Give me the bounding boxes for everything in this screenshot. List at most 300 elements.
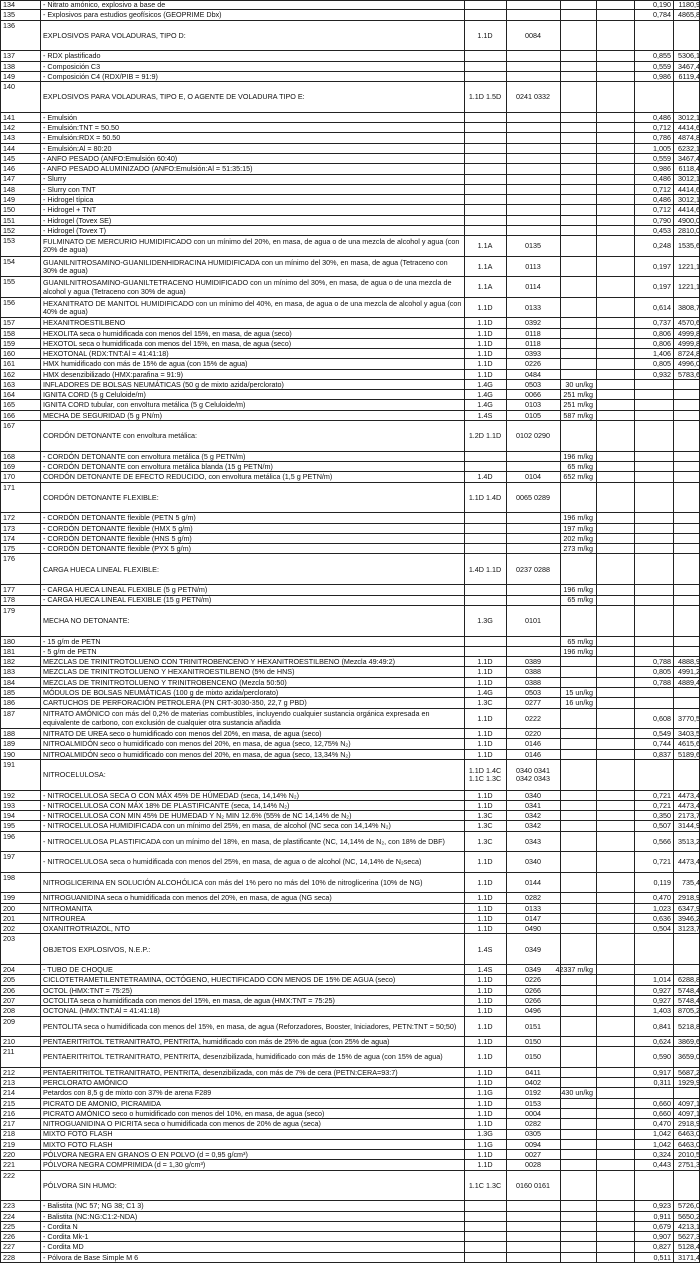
row-energy	[673, 596, 700, 606]
row-energy: 3659,0	[678, 1052, 700, 1062]
row-description: GUANILNITROSAMINO-GUANILTETRACENO HUMIDIFICADO con un mínimo del 30%, en masa, de agua o de una mezcla de alcohol y agua (Tetraceno con 30% de agua)	[43, 278, 452, 296]
row-number: 150	[3, 205, 15, 215]
row-factor	[596, 421, 673, 452]
row-factor: 0,784	[653, 10, 671, 20]
row-description: - Slurry con TNT	[43, 184, 96, 194]
row-description: HEXOTONAL (RDX:TNT:Al = 41:41:18)	[43, 349, 169, 359]
row-number: 175	[3, 544, 15, 554]
row-description: - Balistita (NC 57; NG 38; C1 3)	[43, 1201, 144, 1211]
row-quantity	[560, 1242, 596, 1252]
row-un-number: 0282	[525, 893, 541, 903]
row-un-number: 0342	[525, 811, 541, 821]
row-description: CORDÓN DETONANTE con envoltura metálica:	[43, 431, 198, 441]
row-quantity: 430 un/kg	[561, 1088, 593, 1098]
row-factor: 0,855	[653, 51, 671, 61]
row-factor	[596, 21, 673, 52]
row-un-number	[506, 462, 560, 472]
row-quantity	[560, 1047, 596, 1068]
row-un-number: 0341	[525, 800, 541, 810]
row-factor: 0,788	[653, 677, 671, 687]
row-energy: 3123,7	[678, 924, 700, 934]
row-factor: 0,721	[653, 790, 671, 800]
row-energy	[673, 483, 700, 514]
row-quantity: 42337 m/kg	[555, 965, 593, 975]
row-number: 174	[3, 533, 15, 543]
row-quantity	[560, 1253, 596, 1263]
row-factor: 0,507	[653, 821, 671, 831]
row-number: 163	[3, 379, 15, 389]
row-description: CORDÓN DETONANTE FLEXIBLE:	[43, 492, 159, 502]
row-factor	[596, 390, 673, 400]
row-division: 1.3C	[477, 821, 493, 831]
row-quantity: 196 m/kg	[563, 646, 593, 656]
row-factor: 0,590	[653, 1052, 671, 1062]
row-un-number: 0411	[525, 1067, 541, 1077]
row-description: - Balistita (NC:NG:C1:2-NDA)	[43, 1211, 138, 1221]
row-number: 215	[3, 1098, 15, 1108]
row-division: 1.3C	[477, 836, 493, 846]
row-un-number: 0150	[525, 1052, 541, 1062]
row-division: 1.4D	[477, 472, 493, 482]
row-division: 1.1A	[477, 282, 493, 292]
row-quantity	[560, 349, 596, 359]
row-division	[464, 637, 506, 647]
row-un-number: 0118	[525, 338, 541, 348]
row-energy	[673, 462, 700, 472]
row-quantity	[560, 893, 596, 903]
row-description: - Emulsión	[43, 112, 77, 122]
row-energy: 3403,5	[678, 729, 700, 738]
row-un-number	[506, 637, 560, 647]
row-energy	[673, 760, 700, 791]
row-un-number	[506, 226, 560, 236]
row-factor: 1,406	[653, 349, 671, 359]
row-energy	[673, 411, 700, 421]
row-number: 177	[3, 585, 15, 595]
row-un-number	[506, 0, 560, 10]
row-number: 137	[3, 51, 15, 61]
row-quantity	[560, 1222, 596, 1232]
row-division: 1.4G	[477, 687, 493, 697]
row-description: CARTUCHOS DE PERFORACIÓN PETROLERA (PN CRT-3030-350, 22,7 g PBD)	[43, 698, 307, 708]
row-energy	[673, 544, 700, 554]
row-division	[464, 133, 506, 143]
row-number: 145	[3, 154, 15, 163]
row-factor: 0,806	[653, 338, 671, 348]
row-quantity: 196 m/kg	[563, 513, 593, 523]
row-number: 201	[3, 913, 15, 923]
row-factor	[596, 544, 673, 554]
row-division	[464, 195, 506, 205]
row-quantity: 251 m/kg	[563, 400, 593, 410]
row-description: - Nitrato amónico, explosivo a base de	[43, 0, 166, 9]
row-quantity	[560, 329, 596, 339]
row-factor: 0,350	[653, 811, 671, 821]
row-factor: 0,470	[653, 893, 671, 903]
row-un-number: 0102 0290	[516, 431, 550, 441]
row-un-number: 0113	[525, 261, 541, 271]
row-quantity	[560, 1160, 596, 1170]
row-description: NITRATO AMÓNICO con más del 0,2% de materias combustibles, incluyendo cualquier sustancia orgánica expresada en equivalente de carbono, con exclusión de cualquier otra sustancia añadida	[43, 709, 430, 727]
row-un-number: 0105	[525, 410, 541, 420]
row-description: - Explosivos para estudios geofísicos (GEOPRIME Dbx)	[43, 10, 222, 20]
row-division	[464, 72, 506, 82]
row-factor: 0,566	[653, 836, 671, 846]
row-division	[464, 62, 506, 72]
row-factor: 0,805	[653, 667, 671, 677]
row-quantity: 196 m/kg	[563, 451, 593, 461]
row-number: 167	[3, 421, 15, 430]
row-division: 1.1D	[477, 1098, 493, 1108]
row-energy: 5748,4	[678, 985, 700, 995]
row-division: 1.1A	[477, 241, 493, 251]
row-un-number: 0114	[525, 282, 541, 292]
row-factor: 0,712	[653, 184, 671, 194]
row-description: - CORDÓN DETONANTE flexible (HNS 5 g/m)	[43, 533, 192, 543]
row-description: HEXANITRATO DE MANITOL HUMIDIFICADO con un mínimo del 40%, en masa, de agua o de una mezcla de alcohol y agua (con 40% de agua)	[43, 298, 462, 317]
row-factor: 0,927	[653, 996, 671, 1005]
row-factor	[596, 483, 673, 514]
row-number: 223	[3, 1201, 15, 1211]
row-factor: 0,917	[653, 1067, 671, 1077]
row-quantity	[560, 924, 596, 934]
row-energy: 4999,8	[678, 338, 700, 348]
row-energy	[673, 606, 700, 637]
row-factor: 0,504	[653, 924, 671, 934]
row-factor	[596, 934, 673, 965]
row-division: 1.1D	[477, 1160, 493, 1170]
row-quantity	[560, 72, 596, 82]
row-energy: 3012,1	[678, 195, 700, 205]
row-quantity	[560, 667, 596, 677]
row-energy: 5306,1	[678, 51, 700, 61]
row-un-number	[506, 10, 560, 20]
row-energy: 4888,9	[678, 657, 700, 667]
row-factor: 0,324	[653, 1150, 671, 1159]
row-number: 135	[3, 10, 15, 20]
row-quantity	[560, 0, 596, 10]
row-description: - CORDÓN DETONANTE flexible (HMX 5 g/m)	[43, 523, 193, 533]
row-division: 1.2D 1.1D	[468, 431, 502, 441]
row-factor	[596, 524, 673, 534]
row-number: 190	[3, 749, 15, 759]
row-number: 184	[3, 677, 15, 687]
row-energy	[673, 698, 700, 708]
row-energy: 6463,0	[678, 1129, 700, 1139]
row-energy: 6288,8	[678, 975, 700, 985]
row-number: 160	[3, 349, 15, 359]
row-division: 1.1D	[477, 800, 493, 810]
row-description: MÓDULOS DE BOLSAS NEUMÁTICAS (100 g de mixto azida/perclorato)	[43, 687, 279, 697]
row-number: 186	[3, 698, 15, 708]
row-number: 214	[3, 1088, 15, 1098]
row-number: 149	[3, 195, 15, 205]
row-un-number	[506, 72, 560, 82]
row-quantity	[560, 709, 596, 730]
row-description: PÓLVORA NEGRA COMPRIMIDA (d = 1,30 g/cm³)	[43, 1160, 206, 1170]
row-factor	[596, 462, 673, 472]
row-number: 134	[3, 0, 15, 9]
row-energy: 3012,1	[678, 112, 700, 122]
row-quantity: 273 m/kg	[563, 544, 593, 554]
row-quantity	[560, 1130, 596, 1140]
row-energy	[673, 647, 700, 657]
row-description: - NITROCELULOSA seca o humidificada con menos del 25%, en masa, de agua o de alcohol (NC, 14,14% de N₂seca)	[43, 857, 422, 867]
row-number: 194	[3, 811, 15, 821]
row-factor: 0,986	[653, 164, 671, 174]
row-factor: 0,788	[653, 657, 671, 667]
row-division: 1.1D	[477, 1108, 493, 1118]
row-quantity	[560, 1201, 596, 1211]
row-number: 180	[3, 636, 15, 646]
row-description: - TUBO DE CHOQUE	[43, 965, 113, 975]
row-division: 1.3G	[477, 1129, 493, 1139]
row-un-number: 0160 0161	[516, 1180, 550, 1190]
row-number: 159	[3, 338, 15, 348]
row-quantity	[560, 934, 596, 965]
row-factor: 0,923	[653, 1201, 671, 1211]
row-description: HMX desenzibilizado (HMX:parafina = 91:9)	[43, 369, 184, 379]
row-factor	[596, 400, 673, 410]
row-energy: 6347,9	[678, 903, 700, 913]
row-un-number	[506, 544, 560, 554]
row-number: 148	[3, 184, 15, 194]
row-energy	[673, 934, 700, 965]
row-division: 1.3C	[477, 698, 493, 708]
row-factor: 0,786	[653, 133, 671, 143]
row-division	[464, 216, 506, 226]
row-energy: 4473,4	[678, 857, 700, 867]
row-description: - Emulsión:RDX = 50.50	[43, 133, 121, 143]
row-number: 179	[3, 605, 15, 615]
row-un-number	[506, 1212, 560, 1222]
row-division: 1.3C	[477, 811, 493, 821]
row-energy: 1535,6	[678, 241, 700, 251]
row-division	[464, 647, 506, 657]
row-energy: 4097,1	[678, 1108, 700, 1118]
row-description: OCTOLITA seca o humidificada con menos del 15%, en masa, de agua (HMX:TNT = 75:25)	[43, 996, 335, 1005]
row-un-number: 0004	[525, 1108, 541, 1118]
row-number: 144	[3, 143, 15, 153]
row-un-number	[506, 195, 560, 205]
row-number: 153	[3, 236, 15, 246]
row-division: 1.1D	[477, 359, 493, 369]
row-factor	[596, 452, 673, 462]
row-description: NITROUREA	[43, 913, 86, 923]
row-quantity	[560, 113, 596, 123]
row-description: HMX humidificado con más de 15% de agua (con 15% de agua)	[43, 359, 248, 369]
row-quantity	[560, 606, 596, 637]
row-division: 1.1D	[477, 302, 493, 312]
row-quantity	[560, 986, 596, 996]
row-un-number: 0135	[525, 241, 541, 251]
row-factor: 0,986	[653, 71, 671, 81]
row-factor: 0,443	[653, 1160, 671, 1170]
row-quantity	[560, 739, 596, 749]
row-energy	[673, 524, 700, 534]
row-energy: 4900,0	[678, 215, 700, 225]
row-number: 142	[3, 123, 15, 133]
row-factor: 0,790	[653, 215, 671, 225]
row-quantity	[560, 1150, 596, 1160]
row-factor: 0,712	[653, 123, 671, 133]
row-division	[464, 51, 506, 61]
row-quantity	[560, 226, 596, 236]
row-division: 1.3G	[477, 616, 493, 626]
row-factor: 0,197	[653, 261, 671, 271]
row-energy: 3770,5	[678, 713, 700, 723]
row-number: 156	[3, 297, 15, 307]
row-description: OCTOL (HMX:TNT = 75:25)	[43, 985, 133, 995]
row-un-number: 0144	[525, 877, 541, 887]
row-energy	[673, 637, 700, 647]
row-quantity	[560, 760, 596, 791]
row-energy: 4570,6	[678, 318, 700, 328]
row-un-number: 0340 0341 0342 0343	[516, 765, 550, 784]
row-un-number: 0147	[525, 913, 541, 923]
row-energy	[673, 1088, 700, 1098]
row-quantity	[560, 236, 596, 257]
row-un-number: 0104	[525, 472, 541, 482]
row-description: - Cordita MD	[43, 1242, 84, 1252]
row-division	[464, 205, 506, 215]
row-factor: 0,119	[653, 877, 671, 887]
row-description: - ANFO PESADO ALUMINIZADO (ANFO:Emulsión:Al = 51:35:15)	[43, 164, 253, 174]
row-division: 1.4D 1.1D	[468, 564, 502, 574]
row-quantity	[560, 904, 596, 914]
row-description: - Hidrogel (Tovex SE)	[43, 215, 112, 225]
row-factor: 0,511	[653, 1252, 671, 1262]
row-division	[464, 452, 506, 462]
row-quantity: 251 m/kg	[563, 390, 593, 400]
row-energy: 4996,0	[678, 359, 700, 369]
row-un-number	[506, 51, 560, 61]
row-number: 204	[3, 965, 15, 975]
row-factor: 0,248	[653, 241, 671, 251]
row-energy: 4473,4	[678, 790, 700, 800]
row-division: 1.1D	[477, 1078, 493, 1088]
row-quantity: 65 m/kg	[567, 461, 593, 471]
row-number: 178	[3, 595, 15, 605]
row-division: 1.1D 1.5D	[468, 92, 502, 102]
row-number: 189	[3, 739, 15, 749]
row-division	[464, 534, 506, 544]
row-quantity	[560, 298, 596, 319]
row-factor: 0,486	[653, 112, 671, 122]
row-number: 183	[3, 667, 15, 677]
row-division	[464, 154, 506, 164]
row-un-number: 0226	[525, 975, 541, 985]
row-description: - NITROCELULOSA PLASTIFICADA con un mínimo del 18%, en masa, de plastificante (NC, 14,14% de N₂, con 18% de DBF)	[43, 836, 445, 846]
row-un-number	[506, 113, 560, 123]
row-division	[464, 1222, 506, 1232]
row-un-number	[506, 647, 560, 657]
row-un-number: 0220	[525, 729, 541, 738]
row-factor: 0,197	[653, 282, 671, 292]
row-factor: 1,403	[653, 1006, 671, 1016]
row-division: 1.1D	[477, 1119, 493, 1129]
row-quantity	[560, 10, 596, 20]
row-un-number: 0388	[525, 677, 541, 687]
row-description: PENTOLITA seca o humidificada con menos del 15%, en masa, de agua (Reforzadores, Booster, Iniciadores, PETN:TNT = 50;50)	[43, 1021, 457, 1031]
row-factor: 0,660	[653, 1098, 671, 1108]
row-description: - 5 g/m de PETN	[43, 646, 97, 656]
row-quantity	[560, 750, 596, 760]
row-division: 1.1G	[477, 1139, 493, 1149]
row-number: 181	[3, 646, 15, 656]
row-energy: 5128,4	[678, 1242, 700, 1252]
row-energy: 3946,2	[678, 913, 700, 923]
row-division: 1.1D	[477, 328, 493, 338]
row-un-number	[506, 185, 560, 195]
row-quantity: 202 m/kg	[563, 533, 593, 543]
row-energy: 6463,0	[678, 1139, 700, 1149]
row-description: - Composición C3	[43, 61, 101, 71]
row-quantity	[560, 21, 596, 52]
row-description: - CARGA HUECA LINEAL FLEXIBLE (5 g PETN/m)	[43, 585, 208, 595]
row-un-number: 0392	[525, 318, 541, 328]
row-quantity	[560, 678, 596, 688]
row-un-number: 0237 0288	[516, 564, 550, 574]
row-un-number: 0490	[525, 924, 541, 934]
row-un-number: 0084	[525, 30, 541, 40]
row-division: 1.1D	[477, 924, 493, 934]
row-number: 196	[3, 831, 15, 841]
row-quantity: 30 un/kg	[565, 379, 593, 389]
row-number: 211	[3, 1047, 15, 1057]
row-factor	[596, 965, 673, 975]
row-quantity	[560, 832, 596, 853]
row-division	[464, 226, 506, 236]
row-factor: 0,721	[653, 857, 671, 867]
row-factor	[596, 596, 673, 606]
row-factor: 0,190	[653, 0, 671, 9]
row-division: 1.1D	[477, 1150, 493, 1159]
row-energy: 2918,9	[678, 1119, 700, 1129]
row-division: 1.1D 1.4C 1.1C 1.3C	[468, 765, 502, 784]
row-factor: 0,679	[653, 1221, 671, 1231]
row-division	[464, 113, 506, 123]
row-description: OCTONAL (HMX:TNT:Al = 41:41:18)	[43, 1006, 160, 1016]
row-quantity	[560, 123, 596, 133]
row-number: 165	[3, 400, 15, 410]
row-factor	[596, 82, 673, 113]
row-division	[464, 462, 506, 472]
row-description: PICRATO DE AMONIO, PICRAMIDA	[43, 1098, 161, 1108]
row-energy: 2918,9	[678, 893, 700, 903]
row-number: 226	[3, 1232, 15, 1242]
row-un-number	[506, 585, 560, 595]
row-energy: 1929,9	[678, 1078, 700, 1088]
row-energy	[673, 554, 700, 585]
row-number: 221	[3, 1160, 15, 1170]
row-division: 1.1C 1.3C	[468, 1180, 502, 1190]
row-number: 182	[3, 657, 15, 667]
row-factor	[596, 688, 673, 698]
row-quantity	[560, 277, 596, 298]
row-energy: 1221,1	[678, 282, 700, 292]
row-quantity	[560, 852, 596, 873]
row-un-number: 0388	[525, 667, 541, 677]
row-un-number: 0503	[525, 687, 541, 697]
row-quantity	[560, 1068, 596, 1078]
row-quantity	[560, 914, 596, 924]
row-number: 206	[3, 985, 15, 995]
row-number: 192	[3, 790, 15, 800]
row-description: - CORDÓN DETONANTE flexible (PETN 5 g/m)	[43, 513, 196, 523]
row-division	[464, 1212, 506, 1222]
row-number: 155	[3, 277, 15, 287]
